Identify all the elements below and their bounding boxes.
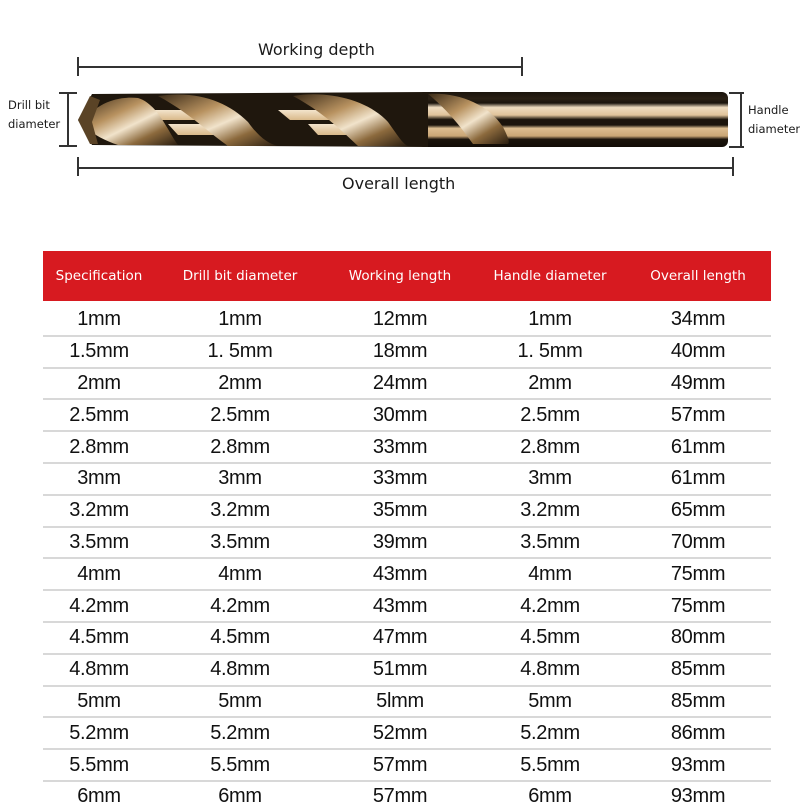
table-row xyxy=(43,337,771,369)
handle-diameter-bracket xyxy=(740,92,742,147)
cell-overall-length: 70mm xyxy=(670,530,726,553)
overall-length-line xyxy=(77,167,733,169)
cell-specification: 1.5mm xyxy=(69,340,129,363)
drill-diameter-bracket-bottom xyxy=(59,145,77,147)
drill-bit-diameter-label xyxy=(8,96,60,134)
cell-working-length: 47mm xyxy=(372,626,428,649)
cell-specification: 2.8mm xyxy=(69,435,129,458)
cell-working-length: 12mm xyxy=(372,308,428,331)
drill-bit-image xyxy=(78,92,730,147)
cell-drill-bit-diameter: 2.5mm xyxy=(210,403,270,426)
cell-working-length: 35mm xyxy=(372,499,428,522)
handle-diameter-bracket-top xyxy=(729,92,744,94)
cell-handle-diameter: 2.8mm xyxy=(520,435,580,458)
cell-specification: 2mm xyxy=(77,371,121,394)
drill-diameter-bracket xyxy=(67,92,69,146)
cell-working-length: 52mm xyxy=(372,721,428,744)
working-depth-tick-left xyxy=(77,57,79,76)
cell-drill-bit-diameter: 5mm xyxy=(218,689,262,712)
cell-handle-diameter: 5mm xyxy=(528,689,572,712)
cell-specification: 3.5mm xyxy=(69,530,129,553)
working-depth-line xyxy=(77,66,522,68)
cell-handle-diameter: 4.5mm xyxy=(520,626,580,649)
col-header-specification: Specification xyxy=(55,268,143,284)
cell-overall-length: 86mm xyxy=(670,721,726,744)
cell-handle-diameter: 3.2mm xyxy=(520,499,580,522)
cell-handle-diameter: 4.8mm xyxy=(520,658,580,681)
cell-drill-bit-diameter: 1. 5mm xyxy=(207,340,273,363)
cell-overall-length: 80mm xyxy=(670,626,726,649)
cell-overall-length: 93mm xyxy=(670,785,726,808)
table-row xyxy=(43,655,771,687)
spec-table xyxy=(43,251,771,812)
cell-drill-bit-diameter: 4.8mm xyxy=(210,658,270,681)
cell-specification: 6mm xyxy=(77,785,121,808)
col-header-handle-diameter: Handle diameter xyxy=(493,268,607,284)
cell-working-length: 33mm xyxy=(372,435,428,458)
cell-drill-bit-diameter: 2.8mm xyxy=(210,435,270,458)
drill-bit-diameter-line1: Drill bit xyxy=(8,98,50,112)
cell-handle-diameter: 4.2mm xyxy=(520,594,580,617)
handle-diameter-line2: diameter xyxy=(748,122,800,136)
cell-handle-diameter: 3.5mm xyxy=(520,530,580,553)
cell-overall-length: 85mm xyxy=(670,658,726,681)
table-row xyxy=(43,623,771,655)
table-row xyxy=(43,591,771,623)
table-row xyxy=(43,464,771,496)
cell-handle-diameter: 1mm xyxy=(528,308,572,331)
cell-working-length: 5lmm xyxy=(376,689,424,712)
cell-drill-bit-diameter: 4.5mm xyxy=(210,626,270,649)
cell-overall-length: 49mm xyxy=(670,371,726,394)
table-row xyxy=(43,305,771,337)
table-row xyxy=(43,687,771,719)
cell-specification: 4.2mm xyxy=(69,594,129,617)
cell-drill-bit-diameter: 1mm xyxy=(218,308,262,331)
drill-bit-diagram xyxy=(0,0,800,240)
cell-drill-bit-diameter: 4mm xyxy=(218,562,262,585)
working-depth-label: Working depth xyxy=(258,40,375,59)
col-header-overall-length: Overall length xyxy=(650,268,746,284)
cell-handle-diameter: 1. 5mm xyxy=(517,340,583,363)
drill-bit-diameter-line2: diameter xyxy=(8,117,61,131)
cell-working-length: 57mm xyxy=(372,753,428,776)
working-depth-tick-right xyxy=(521,57,523,76)
table-row xyxy=(43,528,771,560)
cell-overall-length: 40mm xyxy=(670,340,726,363)
cell-drill-bit-diameter: 6mm xyxy=(218,785,262,808)
cell-specification: 3.2mm xyxy=(69,499,129,522)
table-header xyxy=(43,251,771,301)
cell-handle-diameter: 6mm xyxy=(528,785,572,808)
cell-overall-length: 85mm xyxy=(670,689,726,712)
cell-drill-bit-diameter: 3.5mm xyxy=(210,530,270,553)
cell-drill-bit-diameter: 5.5mm xyxy=(210,753,270,776)
cell-working-length: 57mm xyxy=(372,785,428,808)
cell-working-length: 18mm xyxy=(372,340,428,363)
cell-drill-bit-diameter: 3.2mm xyxy=(210,499,270,522)
cell-drill-bit-diameter: 5.2mm xyxy=(210,721,270,744)
handle-diameter-label xyxy=(748,101,800,139)
table-row xyxy=(43,432,771,464)
cell-working-length: 43mm xyxy=(372,594,428,617)
cell-handle-diameter: 3mm xyxy=(528,467,572,490)
cell-working-length: 30mm xyxy=(372,403,428,426)
cell-handle-diameter: 5.5mm xyxy=(520,753,580,776)
cell-specification: 5.5mm xyxy=(69,753,129,776)
table-row xyxy=(43,750,771,782)
cell-specification: 2.5mm xyxy=(69,403,129,426)
cell-handle-diameter: 2.5mm xyxy=(520,403,580,426)
cell-specification: 1mm xyxy=(77,308,121,331)
cell-specification: 4.5mm xyxy=(69,626,129,649)
cell-overall-length: 75mm xyxy=(670,594,726,617)
cell-drill-bit-diameter: 4.2mm xyxy=(210,594,270,617)
col-header-drill-bit-diameter: Drill bit diameter xyxy=(182,268,298,284)
cell-working-length: 43mm xyxy=(372,562,428,585)
cell-overall-length: 75mm xyxy=(670,562,726,585)
cell-specification: 4.8mm xyxy=(69,658,129,681)
cell-overall-length: 57mm xyxy=(670,403,726,426)
cell-working-length: 33mm xyxy=(372,467,428,490)
cell-working-length: 24mm xyxy=(372,371,428,394)
table-row xyxy=(43,369,771,401)
cell-specification: 3mm xyxy=(77,467,121,490)
cell-specification: 5mm xyxy=(77,689,121,712)
handle-diameter-line1: Handle xyxy=(748,103,789,117)
cell-working-length: 51mm xyxy=(372,658,428,681)
cell-overall-length: 65mm xyxy=(670,499,726,522)
cell-overall-length: 34mm xyxy=(670,308,726,331)
drill-diameter-bracket-top xyxy=(59,92,77,94)
table-row xyxy=(43,782,771,812)
handle-diameter-bracket-bottom xyxy=(729,146,744,148)
cell-handle-diameter: 2mm xyxy=(528,371,572,394)
overall-length-tick-left xyxy=(77,157,79,176)
cell-overall-length: 61mm xyxy=(670,435,726,458)
col-header-working-length: Working length xyxy=(348,268,452,284)
cell-working-length: 39mm xyxy=(372,530,428,553)
cell-specification: 4mm xyxy=(77,562,121,585)
table-row xyxy=(43,718,771,750)
table-row xyxy=(43,400,771,432)
cell-handle-diameter: 4mm xyxy=(528,562,572,585)
cell-overall-length: 93mm xyxy=(670,753,726,776)
cell-drill-bit-diameter: 3mm xyxy=(218,467,262,490)
overall-length-label: Overall length xyxy=(342,174,456,193)
cell-overall-length: 61mm xyxy=(670,467,726,490)
table-row xyxy=(43,559,771,591)
cell-handle-diameter: 5.2mm xyxy=(520,721,580,744)
table-body xyxy=(43,301,771,812)
overall-length-tick-right xyxy=(732,157,734,176)
cell-drill-bit-diameter: 2mm xyxy=(218,371,262,394)
table-row xyxy=(43,496,771,528)
cell-specification: 5.2mm xyxy=(69,721,129,744)
